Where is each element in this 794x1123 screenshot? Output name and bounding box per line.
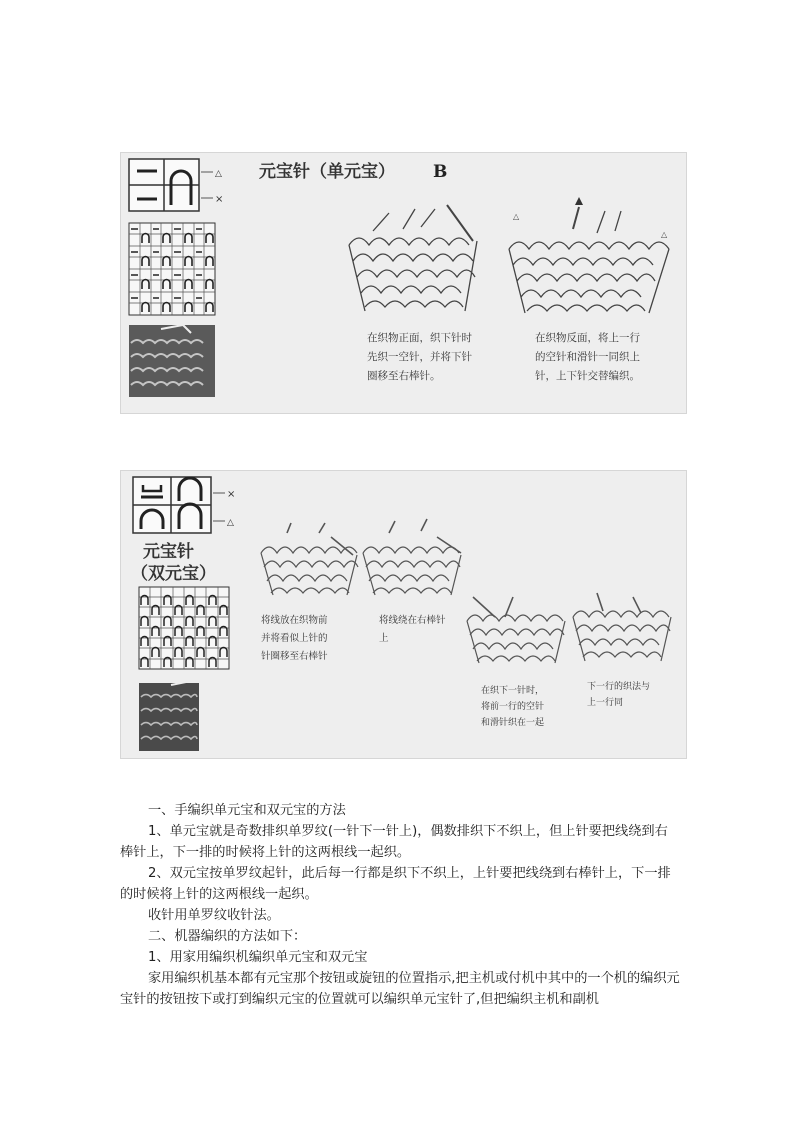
- svg-text:在织物反面，将上一行: 在织物反面，将上一行: [535, 332, 640, 344]
- knit-swatch-photo: [139, 681, 199, 751]
- svg-text:圈移至右棒针。: 圈移至右棒针。: [367, 370, 441, 382]
- knitting-illustration-step4: [573, 593, 671, 661]
- svg-text:针，上下针交替编织。: 针，上下针交替编织。: [535, 370, 640, 382]
- figure-title-line2: （双元宝）: [131, 564, 216, 584]
- knit-swatch-photo: [129, 325, 215, 397]
- knitting-illustration-front: [349, 205, 520, 311]
- svg-text:的空针和滑针一同织上: 的空针和滑针一同织上: [535, 351, 640, 363]
- svg-text:在织下一针时，: 在织下一针时，: [481, 686, 545, 696]
- svg-text:△: △: [227, 518, 234, 528]
- caption-back: [535, 331, 640, 382]
- svg-text:×: ×: [227, 489, 236, 500]
- svg-text:下一行的织法与: 下一行的织法与: [587, 682, 651, 692]
- stitch-symbol-key: [129, 159, 223, 211]
- knitting-illustration-back: [509, 197, 669, 313]
- knitting-illustration-step1: [261, 523, 358, 595]
- section-heading-hand: 一、手编织单元宝和双元宝的方法: [148, 803, 346, 818]
- svg-text:上: 上: [379, 633, 389, 644]
- figure-letter: B: [433, 162, 448, 182]
- figure-single-yuanbao: [120, 152, 687, 414]
- subheading-home-machine: 1、用家用编织机编织单元宝和双元宝: [148, 950, 368, 965]
- stitch-chart-grid: [139, 587, 229, 669]
- knitting-illustration-step3: [467, 597, 565, 663]
- svg-text:×: ×: [215, 194, 224, 205]
- caption-step4: [587, 680, 650, 708]
- svg-text:△: △: [661, 230, 668, 239]
- svg-text:并将看似上针的: 并将看似上针的: [261, 633, 328, 644]
- caption-step3: [481, 684, 544, 728]
- paragraph-double: 2、双元宝按单罗纹起针，此后每一行都是织下不织上，上针要把线绕到右棒针上，下一排的时候将上针的这两根线一起织。: [120, 866, 671, 902]
- figure-title-line1: 元宝针: [143, 542, 194, 562]
- figure-double-yuanbao: [120, 470, 687, 759]
- caption-step2: [379, 614, 446, 644]
- caption-front: [367, 331, 472, 382]
- svg-text:△: △: [215, 169, 222, 179]
- section-heading-machine: 二、机器编织的方法如下：: [148, 929, 307, 944]
- svg-text:△: △: [513, 212, 520, 221]
- svg-text:先织一空针，并将下针: 先织一空针，并将下针: [367, 351, 472, 363]
- paragraph-single: 1、单元宝就是奇数排织单罗纹(一针下一针上)，偶数排织下不织上，但上针要把线绕到右棒针上，下一排的时候将上针的这两根线一起织。: [120, 824, 668, 860]
- knitting-illustration-step2: [363, 519, 461, 595]
- svg-text:在织物正面，织下针时: 在织物正面，织下针时: [367, 332, 472, 344]
- caption-step1: [261, 614, 328, 662]
- svg-text:将前一行的空针: 将前一行的空针: [481, 702, 545, 712]
- paragraph-machine: 家用编织机基本都有元宝那个按钮或旋钮的位置指示,把主机或付机中其中的一个机的编织元宝针的按钮按下或打到编织元宝的位置就可以编织单元宝针了,但把编织主机和副机: [120, 971, 680, 1007]
- svg-text:将线绕在右棒针: 将线绕在右棒针: [379, 615, 446, 626]
- paragraph-bind-off: 收针用单罗纹收针法。: [148, 908, 280, 923]
- svg-text:和滑针织在一起: 和滑针织在一起: [481, 718, 545, 728]
- stitch-symbol-key: [133, 477, 235, 533]
- svg-text:针圈移至右棒针: 针圈移至右棒针: [261, 651, 328, 662]
- svg-text:上一行同: 上一行同: [587, 698, 624, 708]
- stitch-chart-grid: [129, 223, 215, 315]
- article-body: [120, 800, 680, 1010]
- figure-title: 元宝针（单元宝）: [259, 162, 395, 182]
- svg-text:将线放在织物前: 将线放在织物前: [261, 615, 328, 626]
